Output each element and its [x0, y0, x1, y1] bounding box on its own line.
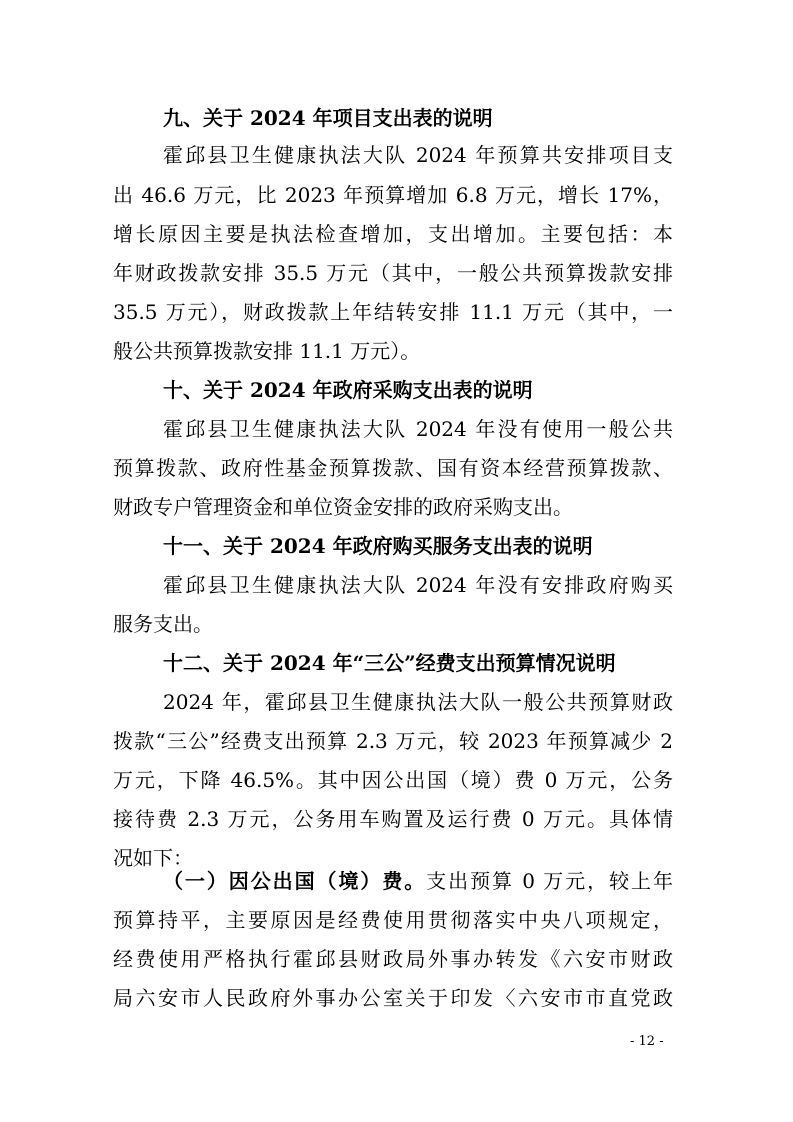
- subsection-12-1-line-2: 预算持平，主要原因是经费使用贯彻落实中央八项规定，: [113, 908, 673, 932]
- section-11-line-2: 服务支出。: [113, 612, 213, 636]
- section-9-line-6: 般公共预算拨款安排 11.1 万元）。: [113, 339, 421, 363]
- subsection-12-1-line-1: [163, 866, 673, 896]
- section-12-line-5: 况如下：: [113, 846, 193, 870]
- subsection-12-1-heading: （一）因公出国（境）费。: [163, 869, 427, 893]
- section-9-line-1: 霍邱县卫生健康执法大队 2024 年预算共安排项目支: [163, 143, 673, 167]
- subsection-12-1-line-4: 局六安市人民政府外事办公室关于印发〈六安市市直党政: [113, 986, 673, 1010]
- section-12-line-3: 万元，下降 46.5%。其中因公出国（境）费 0 万元，公务: [113, 768, 673, 792]
- section-10-line-2: 预算拨款、政府性基金预算拨款、国有资本经营预算拨款、: [113, 456, 673, 480]
- section-9-line-2: 出 46.6 万元，比 2023 年预算增加 6.8 万元，增长 17%，: [113, 183, 673, 207]
- section-9-line-5: 35.5 万元），财政拨款上年结转安排 11.1 万元（其中，一: [113, 300, 673, 324]
- section-10-line-1: 霍邱县卫生健康执法大队 2024 年没有使用一般公共: [163, 417, 673, 441]
- section-12-line-4: 接待费 2.3 万元，公务用车购置及运行费 0 万元。具体情: [113, 807, 673, 831]
- section-11-line-1: 霍邱县卫生健康执法大队 2024 年没有安排政府购买: [163, 573, 673, 597]
- section-9-line-3: 增长原因主要是执法检查增加，支出增加。主要包括：本: [113, 222, 673, 246]
- section-10-line-3: 财政专户管理资金和单位资金安排的政府采购支出。: [113, 495, 573, 519]
- section-12-heading: 十二、关于 2024 年“三公”经费支出预算情况说明: [163, 651, 616, 675]
- subsection-12-1-first-line-rest: 支出预算 0 万元，较上年: [426, 869, 673, 893]
- page-number: - 12 -: [630, 1034, 664, 1049]
- section-9-line-4: 年财政拨款安排 35.5 万元（其中，一般公共预算拨款安排: [113, 261, 673, 285]
- section-10-heading: 十、关于 2024 年政府采购支出表的说明: [163, 378, 533, 402]
- section-12-line-2: 拨款“三公”经费支出预算 2.3 万元，较 2023 年预算减少 2: [113, 729, 673, 753]
- subsection-12-1-line-3: 经费使用严格执行霍邱县财政局外事办转发《六安市财政: [113, 947, 673, 971]
- section-12-line-1: 2024 年，霍邱县卫生健康执法大队一般公共预算财政: [163, 690, 673, 714]
- section-11-heading: 十一、关于 2024 年政府购买服务支出表的说明: [163, 534, 593, 558]
- section-9-heading: 九、关于 2024 年项目支出表的说明: [163, 106, 493, 130]
